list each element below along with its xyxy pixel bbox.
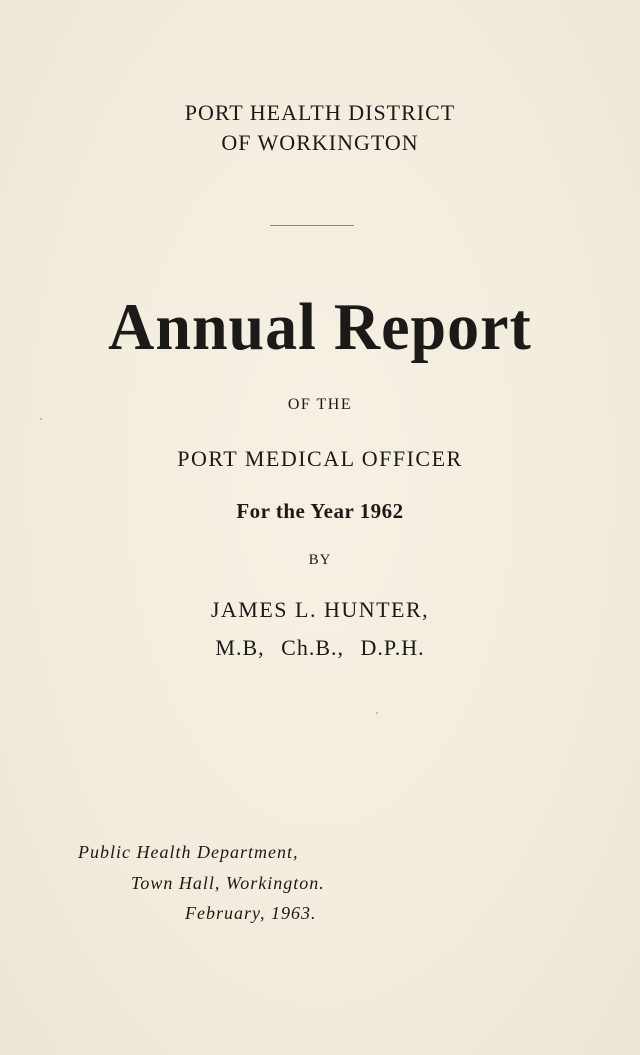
- address-line-2: Town Hall, Workington.: [131, 873, 325, 893]
- year-line: For the Year 1962: [236, 499, 404, 523]
- by-text: BY: [308, 552, 332, 568]
- address-line-1: Public Health Department,: [78, 842, 299, 862]
- page-title: Annual Report: [108, 289, 532, 364]
- district-line-1: PORT HEALTH DISTRICT: [184, 100, 456, 125]
- author-degrees: M.B, Ch.B., D.P.H.: [215, 635, 425, 660]
- district-heading: [0, 98, 640, 158]
- divider-rule: [270, 225, 354, 226]
- of-the-text: OF THE: [287, 396, 353, 413]
- author-name: JAMES L. HUNTER,: [210, 597, 430, 622]
- paper-speck: [40, 418, 42, 420]
- address-line-3: February, 1963.: [185, 903, 317, 923]
- officer-title: PORT MEDICAL OFFICER: [177, 446, 463, 471]
- paper-speck: [376, 712, 378, 714]
- district-line-2: OF WORKINGTON: [221, 130, 419, 155]
